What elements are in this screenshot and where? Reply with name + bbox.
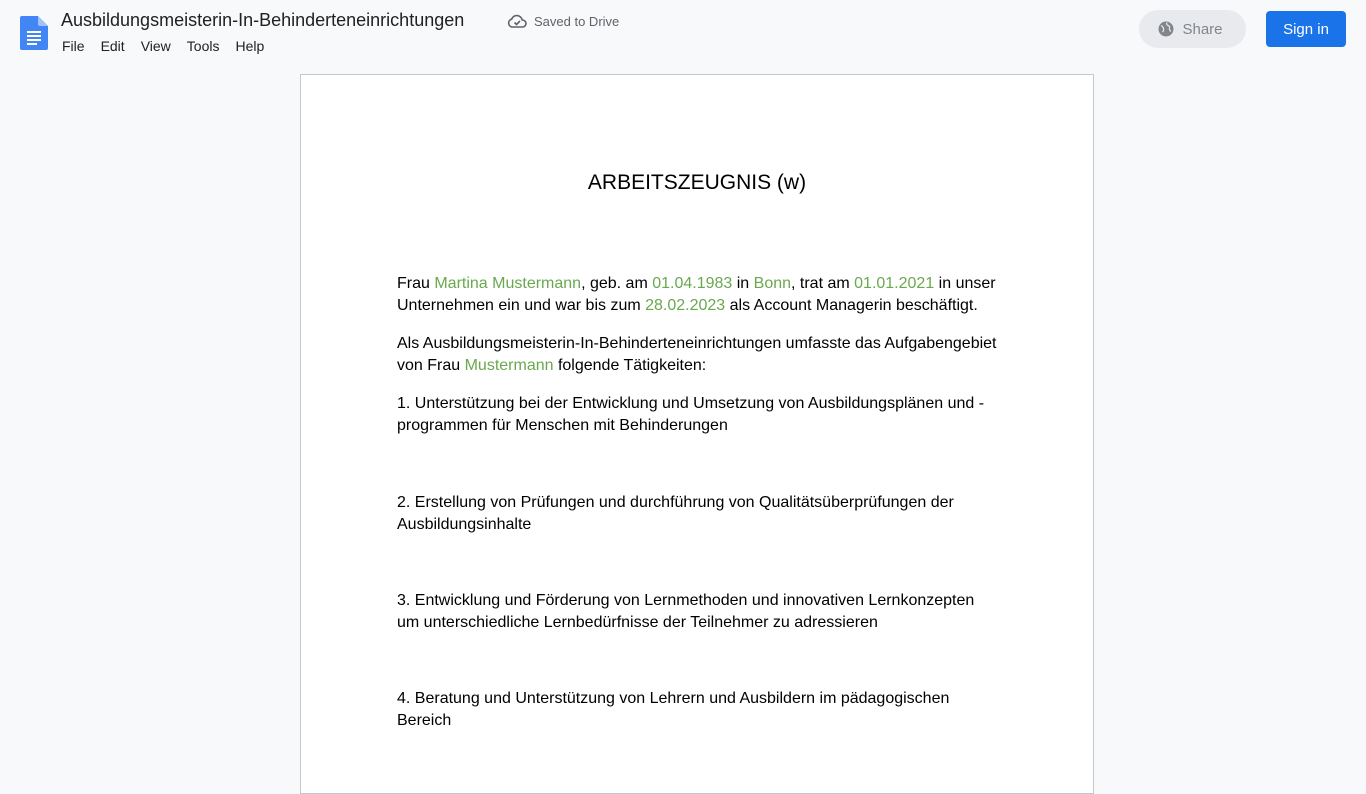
globe-icon <box>1158 21 1174 37</box>
intro-paragraph <box>397 273 1000 317</box>
document-page[interactable] <box>300 74 1094 794</box>
end-date: 28.02.2023 <box>645 297 726 314</box>
task-item: 4. Beratung und Unterstützung von Lehrern und Ausbildern im pädagogischen Bereich <box>397 690 950 729</box>
intro-text: , geb. am <box>581 275 653 292</box>
menu-help[interactable]: Help <box>235 38 265 54</box>
cloud-done-icon <box>507 13 527 29</box>
start-date: 01.01.2021 <box>854 275 935 292</box>
task-item: 3. Entwicklung und Förderung von Lernmethoden und innovativen Lernkonzepten um unterschiedliche Lernbedürfnisse der Teilnehmer zu adressieren <box>397 592 975 631</box>
sign-in-button[interactable]: Sign in <box>1266 11 1346 47</box>
document-title[interactable]: Ausbildungsmeisterin-In-Behinderteneinrichtungen <box>61 10 465 30</box>
intro-text: als Account Managerin beschäftigt. <box>725 297 978 314</box>
tasks-intro-paragraph <box>397 333 1000 377</box>
tasks-intro-text: Als Ausbildungsmeisterin-In-Behinderteneinrichtungen umfasste das Aufgabengebiet von Frau <box>397 335 997 374</box>
top-bar <box>0 0 1366 64</box>
intro-text: Frau <box>397 275 435 292</box>
intro-text: in <box>732 275 754 292</box>
birth-city: Bonn <box>753 275 792 292</box>
save-status[interactable] <box>507 13 619 29</box>
birth-date: 01.04.1983 <box>652 275 733 292</box>
task-item: 2. Erstellung von Prüfungen und durchführung von Qualitätsüberprüfungen der Ausbildungsinhalte <box>397 494 954 533</box>
save-status-label: Saved to Drive <box>534 13 620 29</box>
menu-file[interactable]: File <box>62 38 85 54</box>
menu-tools[interactable]: Tools <box>186 38 220 54</box>
menu-view[interactable]: View <box>140 38 171 54</box>
document-heading: ARBEITSZEUGNIS (w) <box>587 171 807 194</box>
tasks-intro-text: folgende Tätigkeiten: <box>553 357 707 374</box>
menu-edit[interactable]: Edit <box>100 38 125 54</box>
document-body <box>397 273 1000 732</box>
intro-text: in unser Unternehmen ein und war bis zum <box>397 275 996 314</box>
employee-name: Martina Mustermann <box>434 275 582 292</box>
share-button[interactable] <box>1139 10 1246 48</box>
employee-surname: Mustermann <box>464 357 554 374</box>
share-label: Share <box>1182 20 1223 38</box>
google-docs-logo-icon[interactable] <box>20 16 48 50</box>
intro-text: , trat am <box>791 275 855 292</box>
task-item: 1. Unterstützung bei der Entwicklung und Umsetzung von Ausbildungsplänen und -programmen für Menschen mit Behinderungen <box>397 395 985 434</box>
menu-bar <box>54 37 272 55</box>
